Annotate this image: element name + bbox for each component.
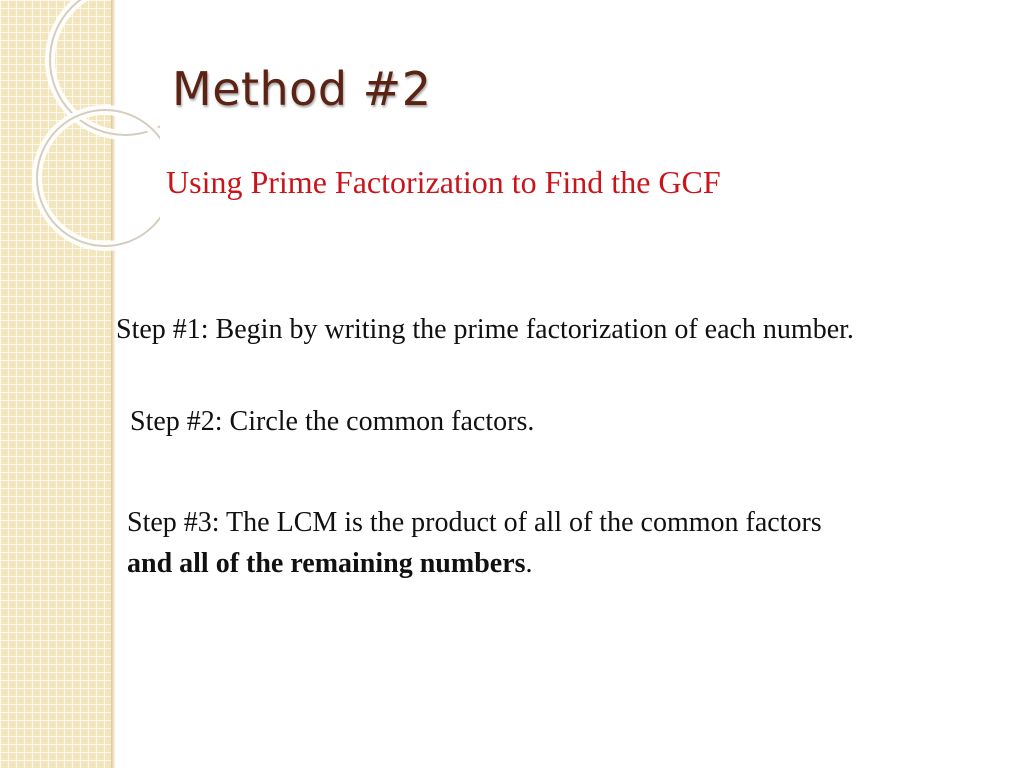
step-3-line-2 xyxy=(127,543,822,584)
step-3-bold-text: and all of the remaining numbers xyxy=(127,548,526,579)
step-3-period: . xyxy=(525,548,533,579)
decorative-rings-icon xyxy=(0,0,160,260)
step-3-text xyxy=(127,502,822,584)
step-1-text: Step #1: Begin by writing the prime factorization of each number. xyxy=(116,314,854,345)
slide-subtitle: Using Prime Factorization to Find the GCF xyxy=(166,164,721,200)
step-2-text: Step #2: Circle the common factors. xyxy=(130,406,535,437)
step-3-line-1: Step #3: The LCM is the product of all of the common factors xyxy=(127,507,822,538)
slide-title: Method #2 xyxy=(172,62,432,116)
